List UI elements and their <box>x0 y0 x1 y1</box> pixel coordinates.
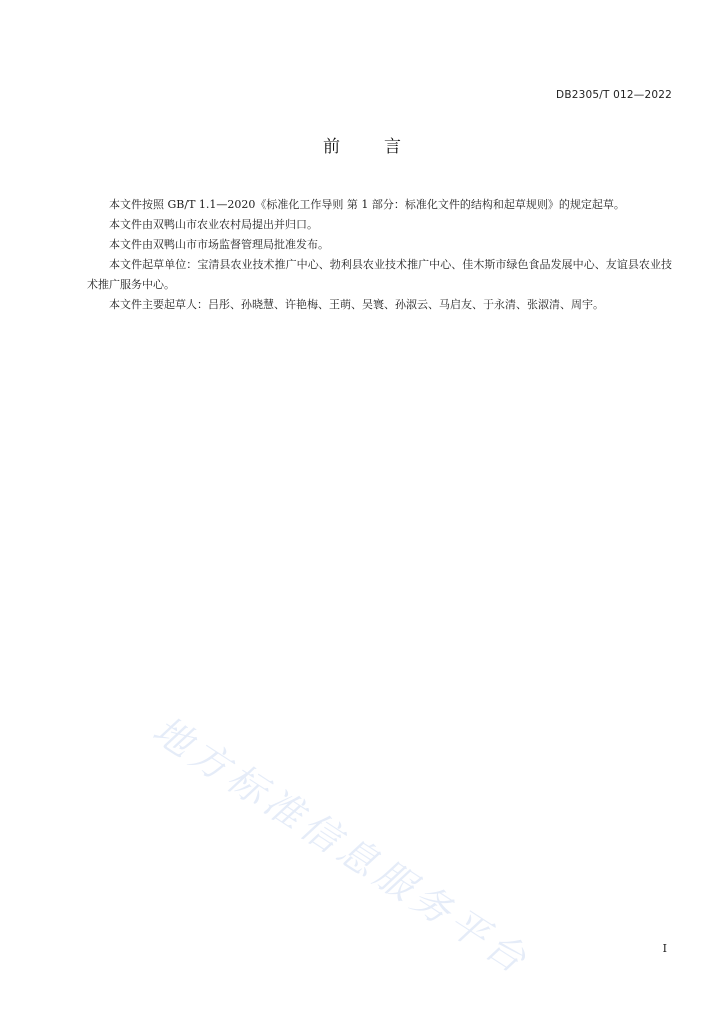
paragraph-proposer: 本文件由双鸭山市农业农村局提出并归口。 <box>109 218 318 231</box>
paragraph-drafting-basis: 本文件按照 GB/T 1.1—2020《标准化工作导则 第 1 部分：标准化文件的结构和起草规则》的规定起草。 <box>109 198 625 211</box>
foreword-body <box>87 195 672 315</box>
paragraph-approver: 本文件由双鸭山市市场监督管理局批准发布。 <box>109 238 329 251</box>
standard-code: DB2305/T 012—2022 <box>556 89 672 101</box>
title-char-1: 前 <box>323 137 340 157</box>
page-title <box>0 132 724 157</box>
paragraph-drafting-units: 本文件起草单位：宝清县农业技术推广中心、勃利县农业技术推广中心、佳木斯市绿色食品发展中心、友谊县农业技术推广服务中心。 <box>87 258 672 291</box>
title-char-2: 言 <box>384 137 401 157</box>
watermark: 地方标准信息服务平台 <box>145 707 539 985</box>
page-number: I <box>662 942 667 955</box>
paragraph-drafters: 本文件主要起草人：吕彤、孙晓慧、许艳梅、王萌、吴寰、孙淑云、马启友、于永清、张淑清、周宇。 <box>109 298 604 311</box>
